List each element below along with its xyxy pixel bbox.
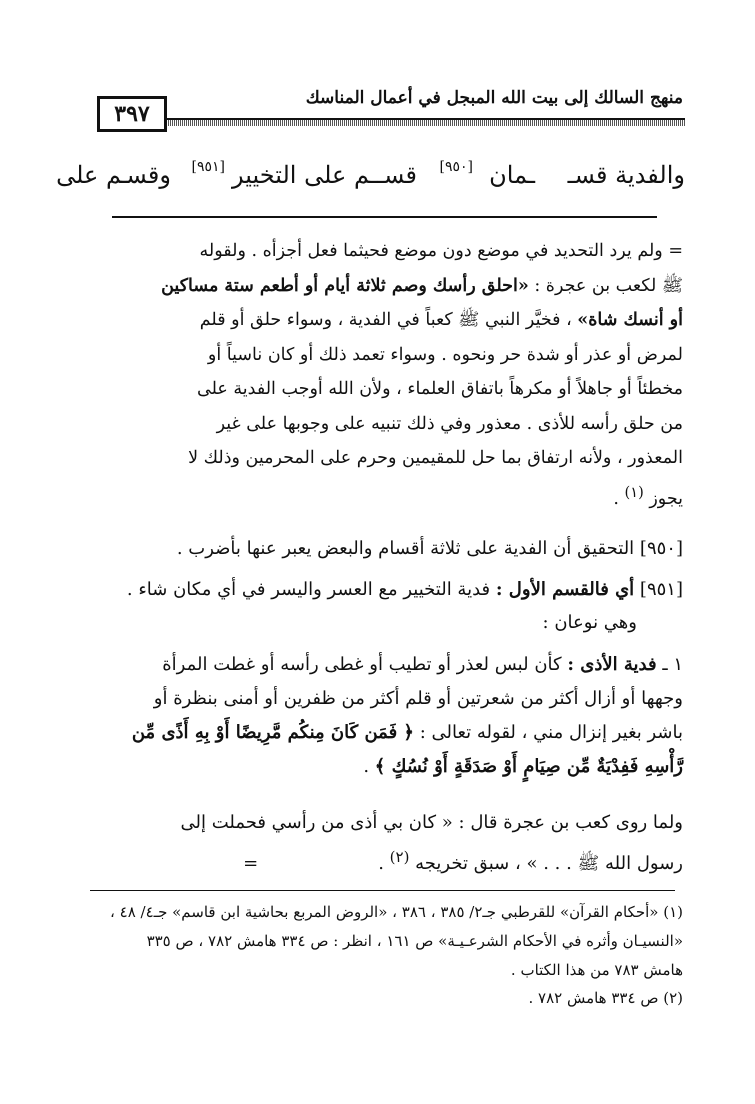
footnote-2: (٢) ص ٣٣٤ هامش ٧٨٢ . xyxy=(528,989,683,1007)
commentary-line: أو أنسك شاة» ، فخيَّر النبي ﷺ كعباً في الفدية ، وسواء حلق أو قلم xyxy=(199,310,683,330)
note-951-text: فدية التخيير مع العسر واليسر في أي مكان شاء . xyxy=(126,579,491,600)
commentary-line: لمرض أو عذر أو شدة حر ونحوه . وسواء تعمد ذلك أو كان ناسياً أو xyxy=(207,344,683,365)
note-951 xyxy=(80,573,683,606)
header-rule xyxy=(166,118,685,126)
commentary-line: مخطئاً أو جاهلاً أو مكرهاً باتفاق العلماء ، ولأن الله أوجب الفدية على xyxy=(197,379,683,399)
main-text-line xyxy=(56,153,685,197)
ref-951: [٩٥١] xyxy=(191,159,225,175)
page-number: ٣٩٧ xyxy=(114,101,150,127)
section-separator xyxy=(112,216,657,218)
commentary-line: ﷺ لكعب بن عجرة : «احلق رأسك وصم ثلاثة أيام أو أطعم ستة مساكين xyxy=(161,275,683,296)
commentary-line: = ولم يرد التحديد في موضع دون موضع فحيثما فعل أجزأه . ولقوله xyxy=(199,241,683,261)
note-950 xyxy=(80,532,683,565)
commentary-line: المعذور ، ولأنه ارتفاق بما حل للمقيمين وحرم على المحرمين وذلك لا xyxy=(188,448,683,468)
main-text-part-e: وقسـ xyxy=(119,161,171,189)
commentary-line: من حلق رأسه للأذى . معذور وفي ذلك تنبيه على وجوبها على غير xyxy=(216,413,683,434)
kab-narration: ولما روى كعب بن عجرة قال : « كان بي أذى من رأسي فحملت إلى رسول الله ﷺ . . . » ، سبق تخريجه $^{(٢)}$ .= xyxy=(180,812,683,874)
main-text-part-b: ـمان xyxy=(489,161,535,189)
ref-950: [٩٥٠] xyxy=(439,159,473,175)
item-number: ١ ـ xyxy=(662,654,683,675)
note-951-lead: أي فالقسم الأول : xyxy=(495,579,635,600)
note-951-line2: وهي نوعان : xyxy=(542,612,637,633)
footnote-1: (١) «أحكام القرآن» للقرطبي جـ٢/ ٣٨٥ ، ٣٨٦ ، «الروض المربع بحاشية ابن قاسم» جـ٤/ ٤٨ ، «النسيـان وأثره في الأحكام الشرعـيـة» ص ١٦١ ، انظر : ص ٣٣٤ هامش ٧٨٢ ، ص ٣٣٥ هامش ٧٨٣ من هذا الكتاب . xyxy=(110,903,683,979)
footnote-ref-2: (٢) xyxy=(389,848,410,866)
continuation-mark: = xyxy=(243,853,259,874)
commentary-paragraph xyxy=(80,234,683,516)
running-header-title: منهج السالك إلى بيت الله المبجل في أعمال المناسك xyxy=(305,88,683,108)
note-950-ref: [٩٥٠] xyxy=(639,538,683,559)
footnote-separator xyxy=(90,890,675,891)
main-text-part-f: ـم على xyxy=(56,161,129,189)
footnote-ref-1: (١) xyxy=(624,483,644,501)
note-951-ref: [٩٥١] xyxy=(639,579,683,600)
hadith-quote: «احلق رأسك وصم ثلاثة أيام أو أطعم ستة مساكين xyxy=(161,275,529,296)
main-text-part-d: ـم على التخيير xyxy=(232,161,377,189)
hadith-quote-end: أو أنسك شاة» xyxy=(577,310,683,330)
note-950-text: التحقيق أن الفدية على ثلاثة أقسام والبعض يعبر عنها بأضرب . xyxy=(176,538,635,559)
quran-verse-part1: ﴿ فَمَن كَانَ مِنكُم مَّرِيضًا أَوْ بِهِ أَذًى مِّن xyxy=(131,722,414,743)
page-number-box xyxy=(97,96,167,132)
item-heading: فدية الأذى : xyxy=(567,654,657,675)
item-1-fidyat-al-adha: ١ ـ فدية الأذى : كأن لبس لعذر أو تطيب أو غطى رأسه أو غطت المرأة وجهها أو أزال أكثر من شعرتين أو قلم أكثر من ظفرين أو أمنى بنظرة أو باشر بغير إنزال مني ، لقوله تعالى : ﴿ فَمَن كَانَ مِنكُم مَّرِيضًا أَوْ بِهِ أَذًى مِّن رَّأْسِهِ فَفِدْيَةٌ مِّن صِيَامٍ أَوْ صَدَقَةٍ أَوْ نُسُكٍ ﴾ . xyxy=(131,654,683,777)
quran-verse-part2: رَّأْسِهِ فَفِدْيَةٌ مِّن صِيَامٍ أَوْ صَدَقَةٍ أَوْ نُسُكٍ ﴾ xyxy=(374,756,683,777)
commentary-line: يجوز $^{(١)}$ . xyxy=(613,483,683,509)
main-text-part-c: قسـ xyxy=(377,161,417,189)
main-text-part-a: والفدية قسـ xyxy=(567,161,685,189)
